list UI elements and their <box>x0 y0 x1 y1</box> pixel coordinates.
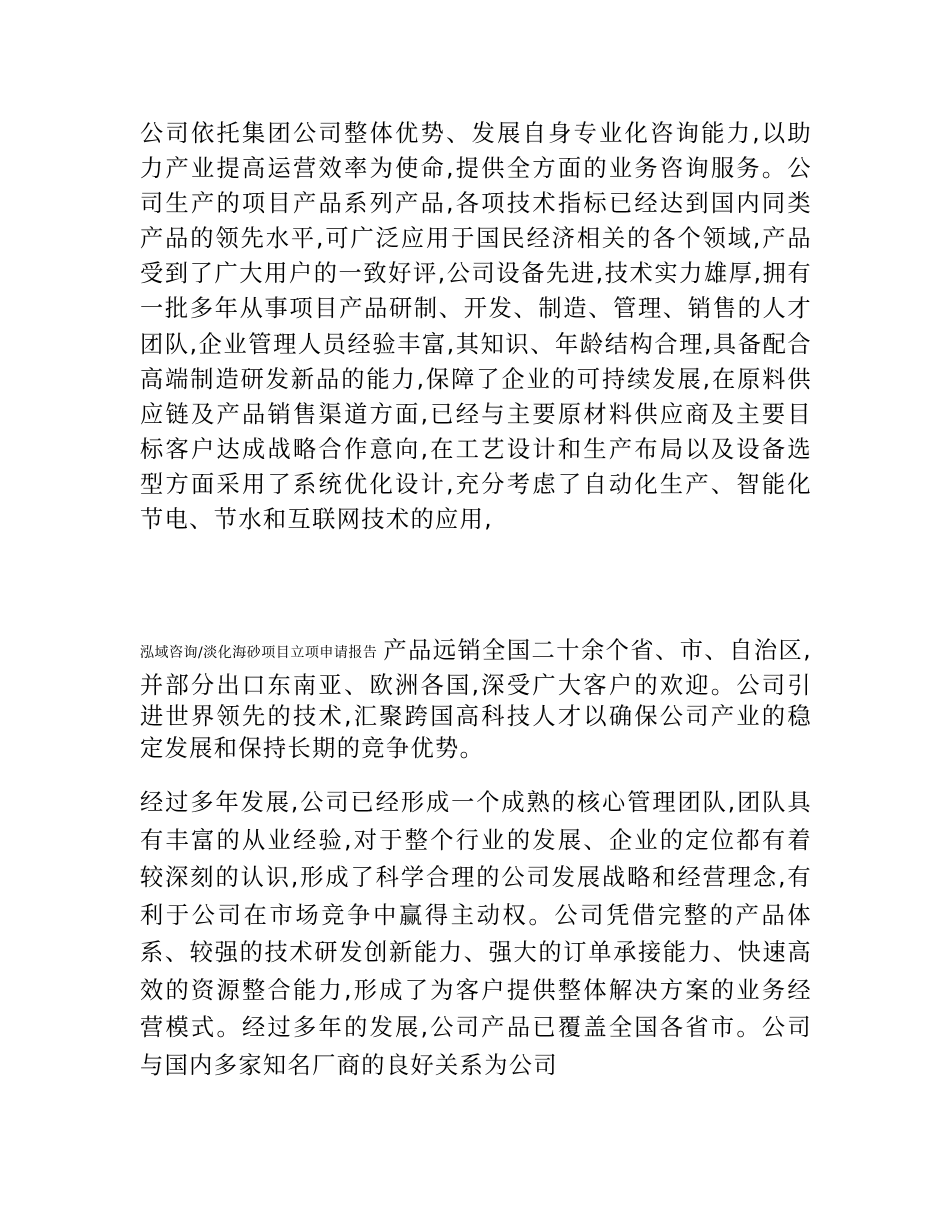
paragraph-management-team: 经过多年发展,公司已经形成一个成熟的核心管理团队,团队具有丰富的从业经验,对于整个行业的发展、企业的定位都有着较深刻的认识,形成了科学合理的公司发展战略和经营理念,有利于公司在市场竞争中赢得主动权。公司凭借完整的产品体系、较强的技术研发创新能力、强大的订单承接能力、快速高效的资源整合能力,形成了为客户提供整体解决方案的业务经营模式。经过多年的发展,公司产品已覆盖全国各省市。公司与国内多家知名厂商的良好关系为公司 <box>140 789 812 1079</box>
paragraph-company-overview: 公司依托集团公司整体优势、发展自身专业化咨询能力,以助力产业提高运营效率为使命,提供全方面的业务咨询服务。公司生产的项目产品系列产品,各项技术指标已经达到国内同类产品的领先水平,可广泛应用于国民经济相关的各个领域,产品受到了广大用户的一致好评,公司设备先进,技术实力雄厚,拥有一批多年从事项目产品研制、开发、制造、管理、销售的人才团队,企业管理人员经验丰富,其知识、年龄结构合理,具备配合高端制造研发新品的能力,保障了企业的可持续发展,在原料供应链及产品销售渠道方面,已经与主要原材料供应商及主要目标客户达成战略合作意向,在工艺设计和生产布局以及设备选型方面采用了系统优化设计,充分考虑了自动化生产、智能化节电、节水和互联网技术的应用, <box>140 120 812 534</box>
paragraph-market-reach-text: 产品远销全国二十余个省、市、自治区,并部分出口东南亚、欧洲各国,深受广大客户的欢迎。公司引进世界领先的技术,汇聚跨国高科技人才以确保公司产业的稳定发展和保持长期的竞争优势。 <box>140 637 812 762</box>
paragraph-market-reach <box>140 635 812 764</box>
source-label: 泓域咨询/淡化海砂项目立项申请报告 <box>140 645 378 661</box>
